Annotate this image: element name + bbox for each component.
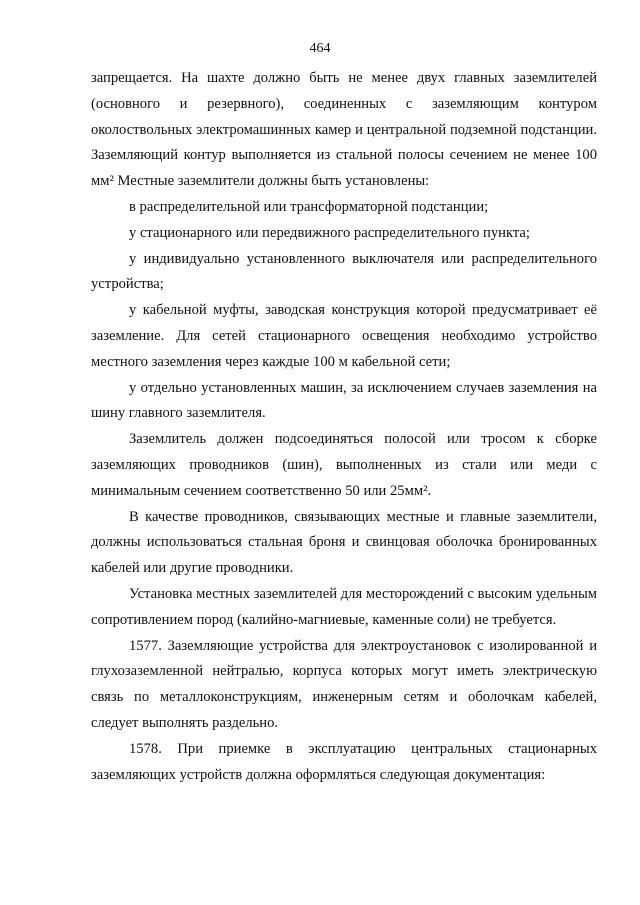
list-item-distribution-point: у стационарного или передвижного распределительного пункта; bbox=[129, 224, 530, 241]
body-text bbox=[91, 66, 597, 788]
list-item-cable-coupling: у кабельной муфты, заводская конструкция которой предусматривает её заземление. Для сетей стационарного освещения необходимо устройство местного заземления через каждые 100 м кабельной сети; bbox=[91, 302, 597, 370]
paragraph-earthing-connection: Заземлитель должен подсоединяться полосой или тросом к сборке заземляющих проводников (шин), выполненных из стали или меди с минимальным сечением соответственно 50 или 25мм². bbox=[91, 431, 597, 499]
list-item-separate-machines: у отдельно установленных машин, за исключением случаев заземления на шину главного заземлителя. bbox=[91, 379, 597, 422]
list-item-substation: в распределительной или трансформаторной подстанции; bbox=[129, 198, 489, 215]
page-number: 464 bbox=[309, 41, 331, 56]
clause-1578: 1578. При приемке в эксплуатацию центральных стационарных заземляющих устройств должна оформляться следующая документация: bbox=[91, 740, 597, 783]
clause-1577: 1577. Заземляющие устройства для электроустановок с изолированной и глухозаземленной нейтралью, корпуса которых могут иметь электрическую связь по металлоконструкциям, инженерным сетям и оболочкам кабелей, следует выполнять раздельно. bbox=[91, 637, 597, 731]
paragraph-conductors: В качестве проводников, связывающих местные и главные заземлители, должны использоваться стальная броня и свинцовая оболочка бронированных кабелей или другие проводники. bbox=[91, 508, 597, 577]
paragraph-high-resistivity: Установка местных заземлителей для месторождений с высоким удельным сопротивлением пород (калийно-магниевые, каменные соли) не требуется. bbox=[91, 585, 597, 628]
list-item-switch: у индивидуально установленного выключателя или распределительного устройства; bbox=[91, 250, 597, 293]
paragraph-continuation: запрещается. На шахте должно быть не менее двух главных заземлителей (основного и резервного), соединенных с заземляющим контуром околоствольных электромашинных камер и центральной подземной подстанции. Заземляющий контур выполняется из стальной полосы сечением не менее 100 мм² Местные заземлители должны быть установлены: bbox=[91, 70, 597, 190]
